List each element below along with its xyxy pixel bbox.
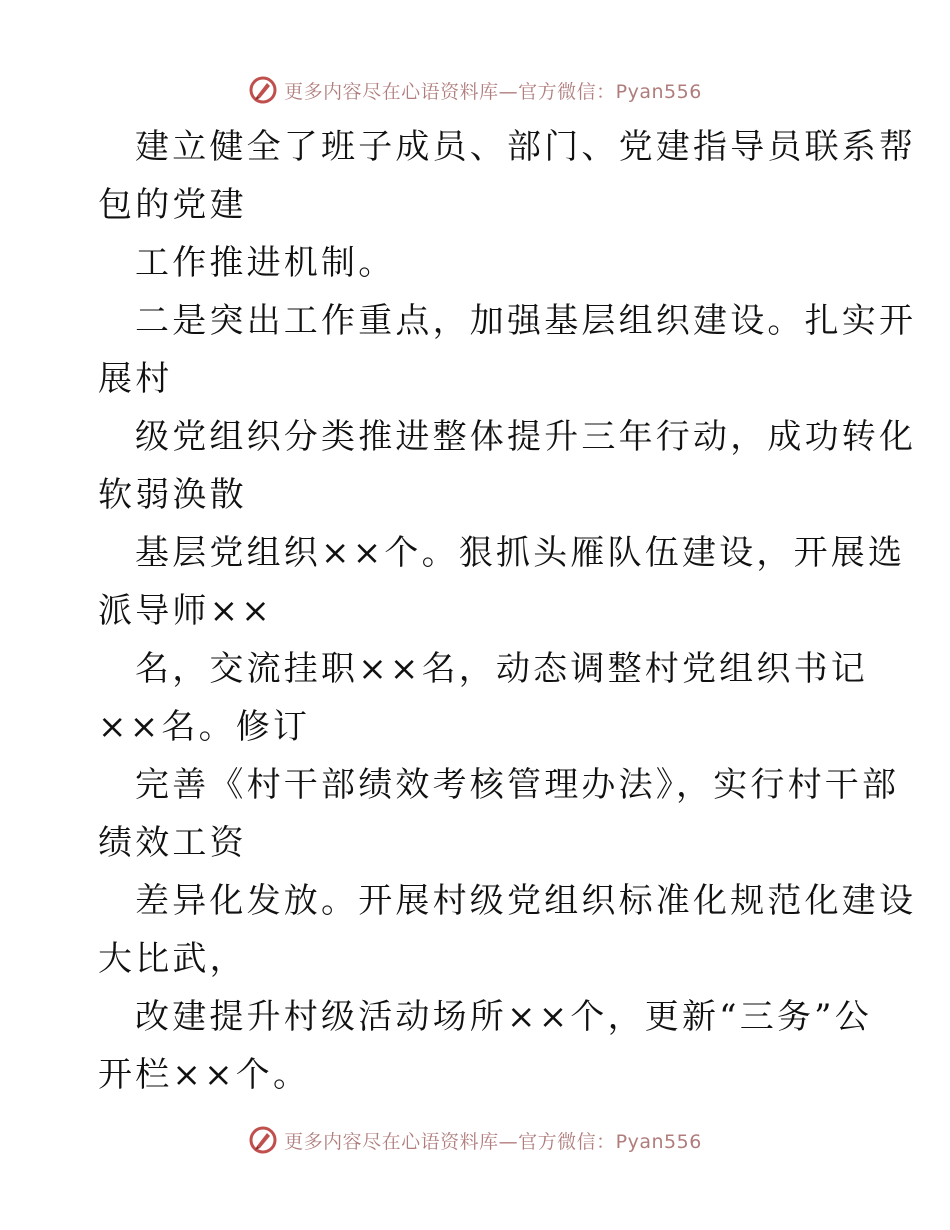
text-line: 名，交流挂职××名，动态调整村党组织书记 — [135, 649, 868, 689]
text-line: 基层党组织××个。狠抓头雁队伍建设，开展选 — [135, 533, 906, 573]
footer-watermark — [0, 1120, 950, 1160]
text-line: 改建提升村级活动场所××个，更新“三务”公 — [135, 997, 872, 1037]
pen-logo-icon — [248, 75, 278, 105]
header-watermark-text: 更多内容尽在心语资料库—官方微信：Pyan556 — [284, 80, 702, 103]
text-line: 软弱涣散 — [98, 475, 247, 515]
text-line: 级党组织分类推进整体提升三年行动，成功转化 — [135, 417, 917, 457]
text-line: 开栏××个。 — [98, 1055, 311, 1095]
pen-logo-icon — [248, 1125, 278, 1155]
text-line: 建立健全了班子成员、部门、党建指导员联系帮 — [135, 127, 917, 167]
text-line: 包的党建 — [98, 185, 247, 225]
document-body — [98, 118, 917, 1104]
footer-watermark-text: 更多内容尽在心语资料库—官方微信：Pyan556 — [284, 1130, 702, 1153]
text-line: ××名。修订 — [98, 707, 311, 747]
text-line: 完善《村干部绩效考核管理办法》，实行村干部 — [135, 765, 900, 805]
text-line: 差异化发放。开展村级党组织标准化规范化建设 — [135, 881, 917, 921]
text-line: 派导师×× — [98, 591, 273, 631]
text-line: 大比武， — [98, 939, 247, 979]
text-line: 绩效工资 — [98, 823, 247, 863]
text-line: 二是突出工作重点，加强基层组织建设。扎实开 — [135, 301, 917, 341]
text-line: 工作推进机制。 — [135, 243, 396, 283]
text-line: 展村 — [98, 359, 173, 399]
header-watermark — [0, 70, 950, 110]
